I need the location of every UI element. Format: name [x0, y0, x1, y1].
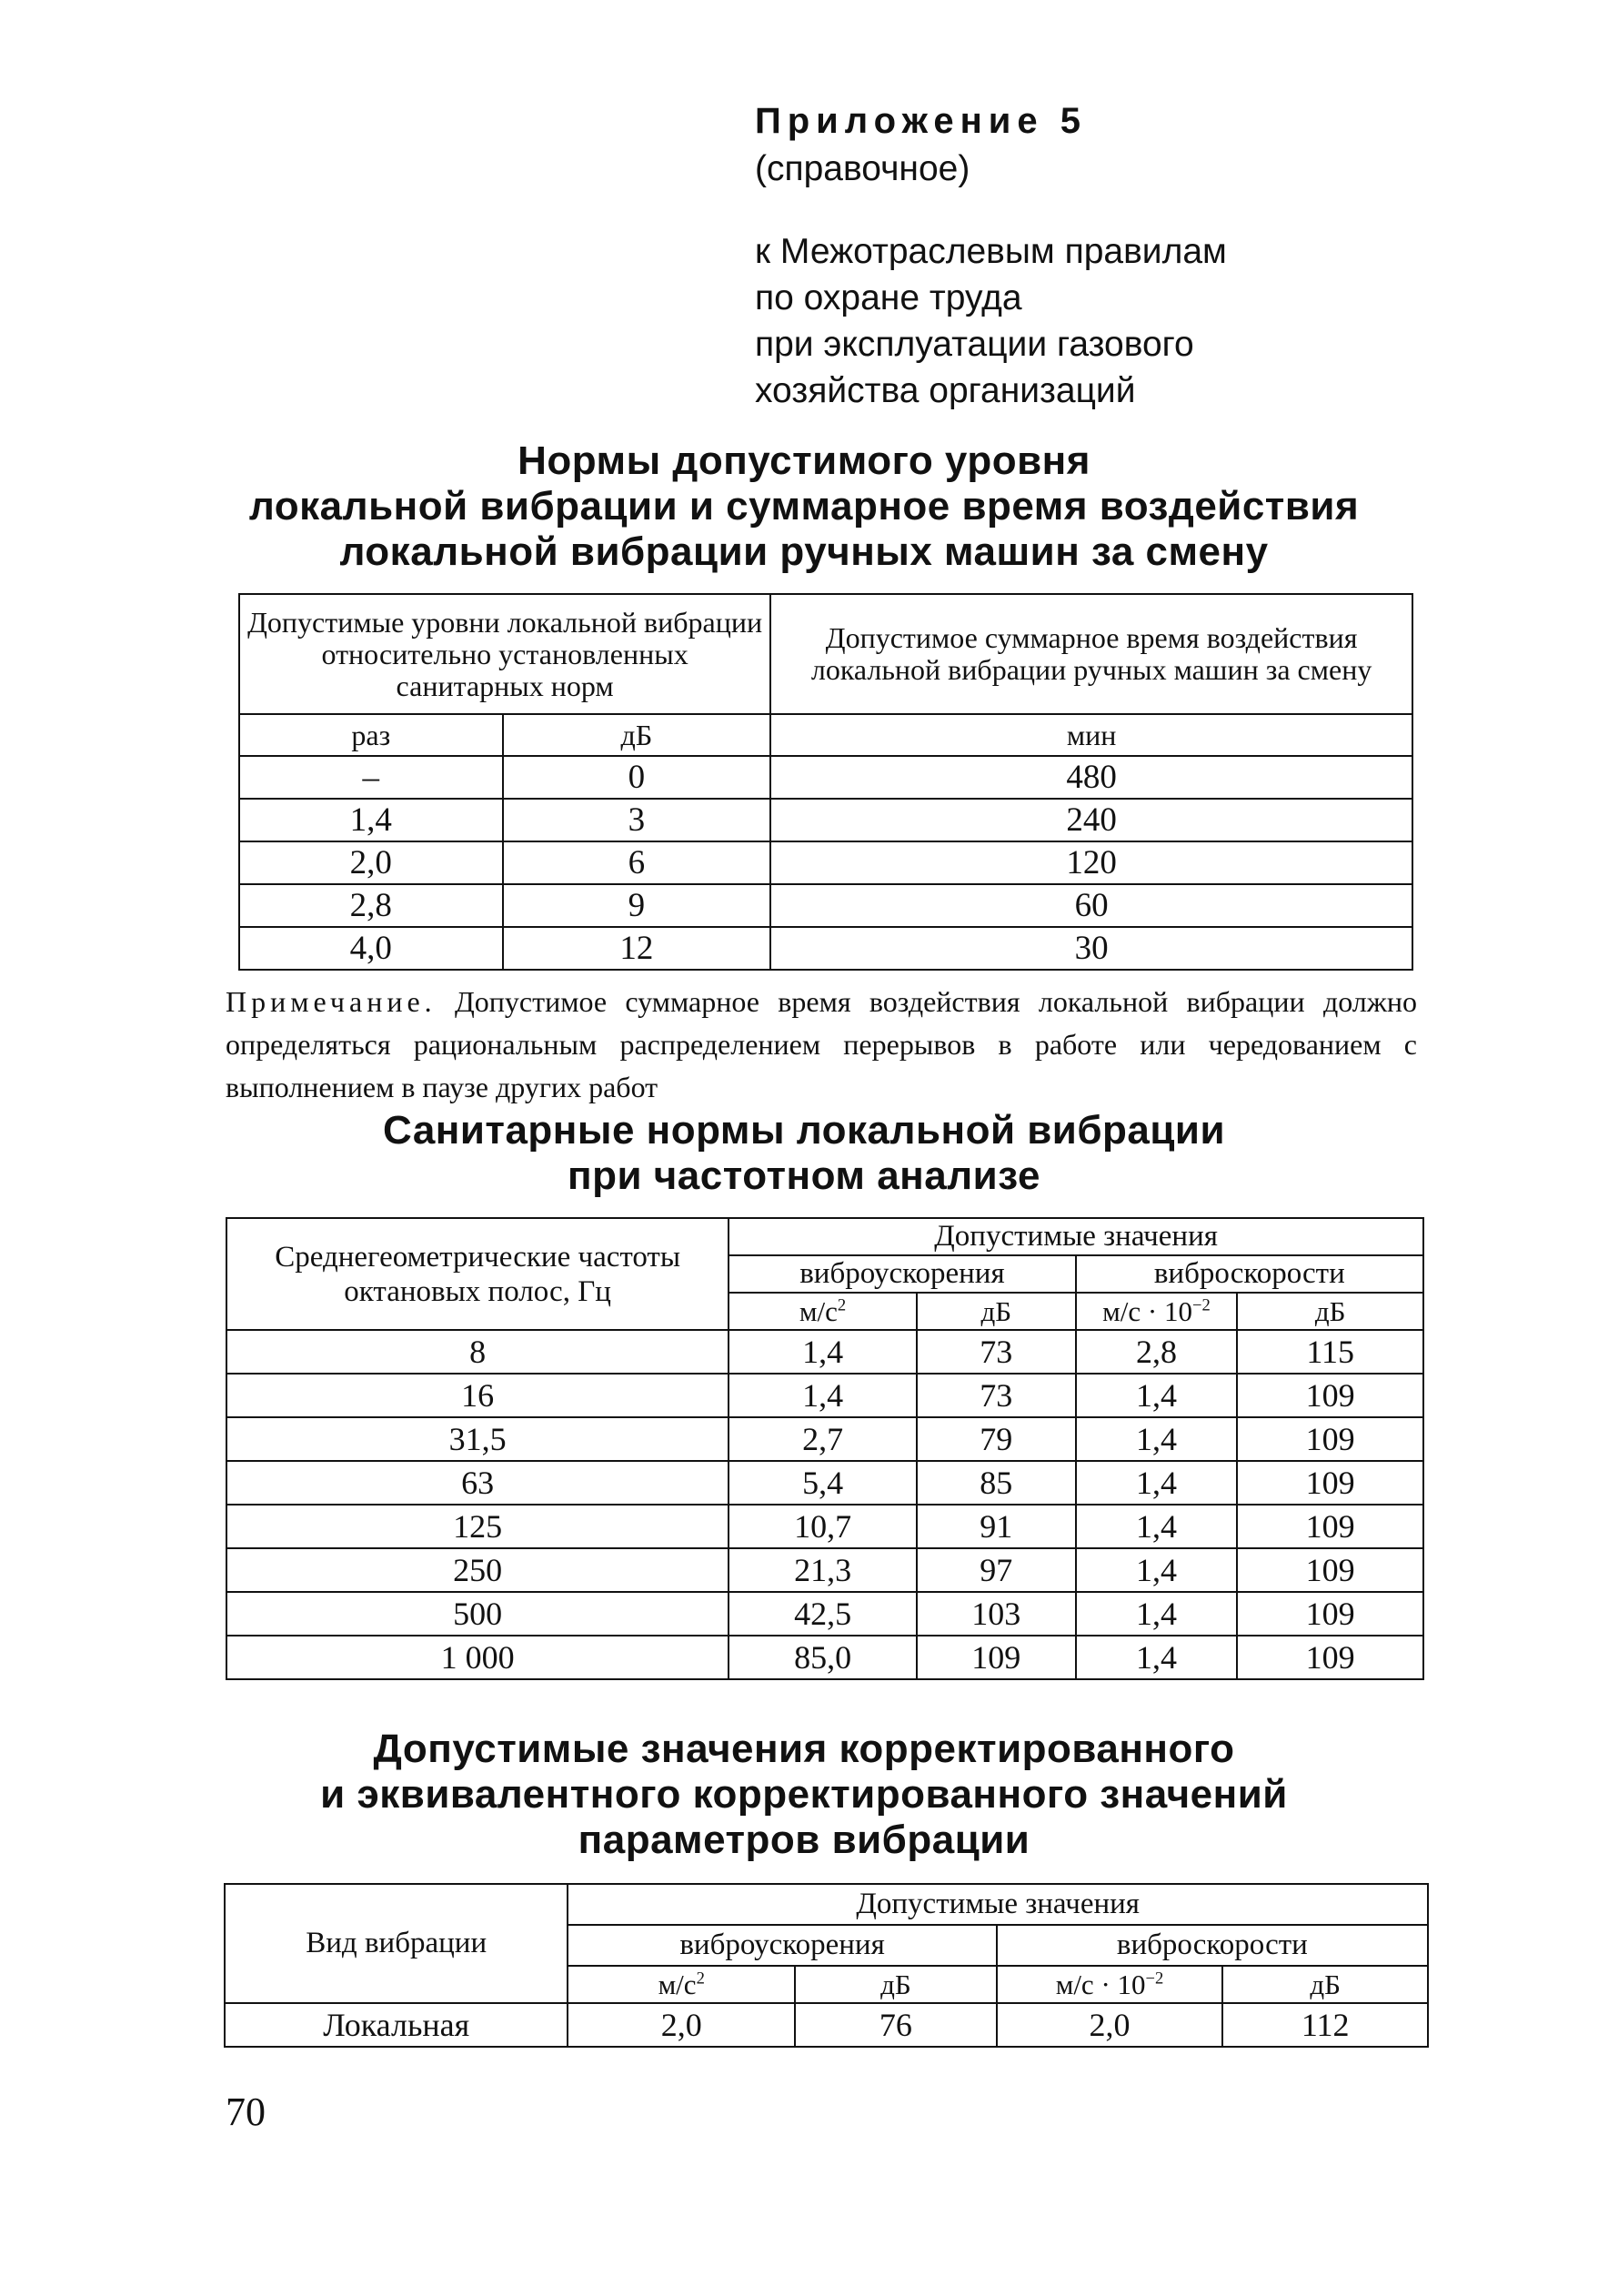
- heading-line: Нормы допустимого уровня: [518, 438, 1090, 483]
- table-cell: 109: [1237, 1417, 1423, 1461]
- table-cell: 1,4: [729, 1330, 917, 1374]
- section3-heading: [0, 1727, 1608, 1863]
- unit-text: м/с · 10: [1055, 1969, 1146, 2000]
- corrected-values-table: [224, 1883, 1429, 2048]
- appendix-header: [755, 96, 1392, 414]
- table-header-row: [225, 1884, 1428, 1925]
- table-cell: 2,0: [568, 2003, 795, 2047]
- table-cell: 103: [917, 1592, 1076, 1636]
- table-cell: 1,4: [1076, 1592, 1238, 1636]
- table-cell: 6: [503, 841, 771, 884]
- unit-vel-db: дБ: [1237, 1293, 1423, 1330]
- table-row: [226, 1548, 1423, 1592]
- heading-line: локальной вибрации и суммарное время воздействия: [248, 484, 1360, 529]
- table-cell: 76: [795, 2003, 997, 2047]
- table-cell: 125: [226, 1505, 729, 1548]
- table-cell: 2,7: [729, 1417, 917, 1461]
- table-row: [226, 1374, 1423, 1417]
- section1-heading: [0, 438, 1608, 575]
- header-frequency: Среднегеометрические частоты октановых полос, Гц: [226, 1218, 729, 1330]
- header-velocity: виброскорости: [1076, 1255, 1423, 1293]
- appendix-line: по охране труда: [755, 278, 1022, 317]
- appendix-reference: [755, 228, 1392, 414]
- section2-heading: [0, 1108, 1608, 1199]
- table-row: [226, 1505, 1423, 1548]
- table-cell: 10,7: [729, 1505, 917, 1548]
- table-cell: 480: [770, 756, 1412, 799]
- table-cell: 1 000: [226, 1636, 729, 1679]
- table-row: [225, 2003, 1428, 2047]
- unit-accel-db: дБ: [917, 1293, 1076, 1330]
- table-cell: 109: [917, 1636, 1076, 1679]
- table-cell: 2,8: [1076, 1330, 1238, 1374]
- table-cell: 500: [226, 1592, 729, 1636]
- table-row: [239, 927, 1412, 970]
- header-velocity: виброскорости: [997, 1925, 1428, 1966]
- table-cell: 73: [917, 1330, 1076, 1374]
- table-cell: 8: [226, 1330, 729, 1374]
- table-row: [226, 1330, 1423, 1374]
- unit-accel-ms: [729, 1293, 917, 1330]
- appendix-subtitle: (справочное): [755, 149, 970, 188]
- table-cell: 2,8: [239, 884, 503, 927]
- table-cell: 1,4: [1076, 1374, 1238, 1417]
- vibration-exposure-table: [238, 593, 1413, 971]
- table-cell: 2,0: [997, 2003, 1223, 2047]
- table-note: [226, 981, 1417, 1109]
- table-cell: 0: [503, 756, 771, 799]
- table-cell: 63: [226, 1461, 729, 1505]
- table-cell: 2,0: [239, 841, 503, 884]
- table-cell: 12: [503, 927, 771, 970]
- heading-line: при частотном анализе: [568, 1153, 1040, 1198]
- table-cell: 240: [770, 799, 1412, 841]
- table-cell: 60: [770, 884, 1412, 927]
- unit-vel-ms: [997, 1966, 1223, 2003]
- table-cell: Локальная: [225, 2003, 568, 2047]
- table-cell: 73: [917, 1374, 1076, 1417]
- heading-line: параметров вибрации: [578, 1818, 1030, 1862]
- table-cell: 1,4: [239, 799, 503, 841]
- table-cell: 109: [1237, 1636, 1423, 1679]
- table-cell: 109: [1237, 1592, 1423, 1636]
- table-cell: 109: [1237, 1374, 1423, 1417]
- unit-text: м/с · 10: [1102, 1295, 1192, 1327]
- table-cell: 1,4: [1076, 1548, 1238, 1592]
- table-cell: 109: [1237, 1505, 1423, 1548]
- table-cell: 21,3: [729, 1548, 917, 1592]
- table-header-row: [226, 1218, 1423, 1255]
- table-cell: 109: [1237, 1548, 1423, 1592]
- table-cell: 85: [917, 1461, 1076, 1505]
- table-cell: 1,4: [729, 1374, 917, 1417]
- note-label: Примечание.: [226, 985, 437, 1018]
- table-cell: 97: [917, 1548, 1076, 1592]
- table-cell: 109: [1237, 1461, 1423, 1505]
- table-cell: 1,4: [1076, 1636, 1238, 1679]
- header-permissible-values: Допустимые значения: [729, 1218, 1423, 1255]
- unit-db: дБ: [503, 714, 771, 756]
- unit-times: раз: [239, 714, 503, 756]
- table-cell: 3: [503, 799, 771, 841]
- table-cell: 4,0: [239, 927, 503, 970]
- unit-text: м/с: [799, 1295, 838, 1327]
- table-row: [239, 884, 1412, 927]
- table-cell: –: [239, 756, 503, 799]
- unit-exponent: −2: [1145, 1969, 1164, 1989]
- table-row: [226, 1636, 1423, 1679]
- table-row: [226, 1461, 1423, 1505]
- unit-min: мин: [770, 714, 1412, 756]
- unit-exponent: 2: [837, 1295, 847, 1315]
- unit-exponent: −2: [1191, 1295, 1211, 1315]
- header-acceleration: виброускорения: [568, 1925, 996, 1966]
- unit-accel-db: дБ: [795, 1966, 997, 2003]
- heading-line: локальной вибрации ручных машин за смену: [339, 529, 1269, 574]
- header-permissible-levels: Допустимые уровни локальной вибрации относительно установленных санитарных норм: [239, 594, 770, 714]
- heading-line: Санитарные нормы локальной вибрации: [383, 1108, 1225, 1153]
- table-cell: 85,0: [729, 1636, 917, 1679]
- table-cell: 1,4: [1076, 1417, 1238, 1461]
- table-cell: 120: [770, 841, 1412, 884]
- unit-text: м/с: [658, 1969, 697, 2000]
- table-row: [239, 841, 1412, 884]
- header-total-time: Допустимое суммарное время воздействия локальной вибрации ручных машин за смену: [770, 594, 1412, 714]
- header-permissible-values: Допустимые значения: [568, 1884, 1428, 1925]
- table-cell: 5,4: [729, 1461, 917, 1505]
- table-cell: 112: [1222, 2003, 1428, 2047]
- appendix-title: Приложение 5: [755, 101, 1087, 141]
- table-cell: 1,4: [1076, 1461, 1238, 1505]
- appendix-line: хозяйства организаций: [755, 371, 1136, 410]
- unit-accel-ms: [568, 1966, 795, 2003]
- unit-vel-ms: [1076, 1293, 1238, 1330]
- appendix-line: при эксплуатации газового: [755, 325, 1194, 364]
- appendix-line: к Межотраслевым правилам: [755, 232, 1227, 271]
- table-cell: 30: [770, 927, 1412, 970]
- table-cell: 79: [917, 1417, 1076, 1461]
- unit-vel-db: дБ: [1222, 1966, 1428, 2003]
- table-row: [226, 1417, 1423, 1461]
- note-text: Допустимое суммарное время воздействия локальной вибрации должно определяться рациональным распределением перерывов в работе или чередованием с выполнением в паузе других работ: [226, 985, 1417, 1103]
- table-cell: 91: [917, 1505, 1076, 1548]
- table-cell: 250: [226, 1548, 729, 1592]
- table-cell: 9: [503, 884, 771, 927]
- table-cell: 31,5: [226, 1417, 729, 1461]
- table-units-row: [239, 714, 1412, 756]
- header-acceleration: виброускорения: [729, 1255, 1075, 1293]
- table-row: [226, 1592, 1423, 1636]
- table-row: [239, 799, 1412, 841]
- heading-line: и эквивалентного корректированного значений: [320, 1772, 1288, 1817]
- table-cell: 42,5: [729, 1592, 917, 1636]
- heading-line: Допустимые значения корректированного: [373, 1727, 1235, 1771]
- page-number: 70: [226, 2090, 266, 2134]
- table-cell: 1,4: [1076, 1505, 1238, 1548]
- table-header-row: [239, 594, 1412, 714]
- unit-exponent: 2: [696, 1969, 705, 1989]
- header-vibration-type: Вид вибрации: [225, 1884, 568, 2003]
- frequency-analysis-table: [226, 1217, 1424, 1680]
- table-cell: 16: [226, 1374, 729, 1417]
- table-row: [239, 756, 1412, 799]
- table-cell: 115: [1237, 1330, 1423, 1374]
